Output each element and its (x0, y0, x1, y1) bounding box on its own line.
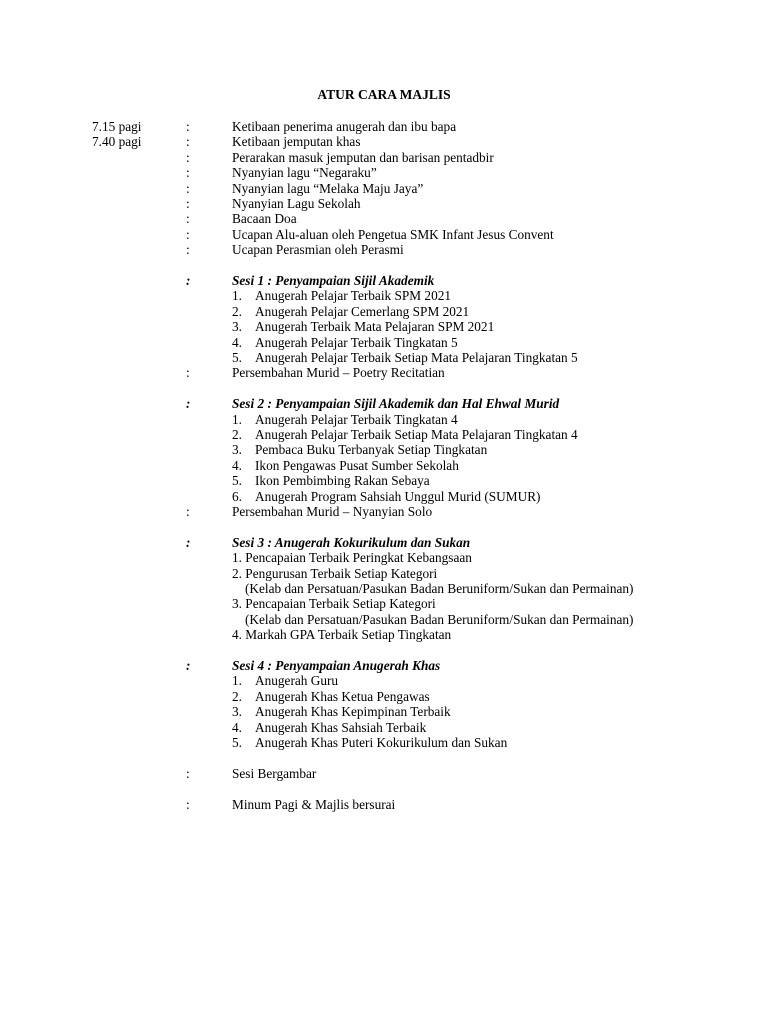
list-item (0, 489, 768, 504)
schedule-text: Perarakan masuk jemputan dan barisan pentadbir (232, 149, 494, 165)
item-number: 2. (232, 688, 242, 704)
schedule-row (0, 165, 768, 180)
session-heading (0, 273, 768, 288)
item-number: 5. (232, 350, 242, 365)
item-subtext: (Kelab dan Persatuan/Pasukan Badan Beruniform/Sukan dan Permainan) (245, 611, 634, 627)
item-text: Ikon Pengawas Pusat Sumber Sekolah (255, 457, 459, 473)
list-item-subtext (0, 612, 768, 627)
schedule-row (0, 797, 768, 812)
item-number: 3. (232, 442, 242, 458)
list-item (0, 550, 768, 565)
item-number: 2. (232, 303, 242, 319)
schedule-row (0, 150, 768, 165)
list-item (0, 627, 768, 642)
session-heading (0, 658, 768, 673)
separator-colon: : (186, 196, 190, 211)
list-item (0, 442, 768, 457)
item-number: 1. (232, 673, 242, 689)
item-text: Anugerah Pelajar Terbaik Tingkatan 4 (255, 411, 458, 427)
session-title: Sesi 2 : Penyampaian Sijil Akademik dan Hal Ehwal Murid (232, 396, 560, 412)
list-item (0, 458, 768, 473)
list-item (0, 427, 768, 442)
item-number: 1. (232, 288, 242, 304)
list-item (0, 673, 768, 688)
list-item (0, 350, 768, 365)
schedule-row (0, 504, 768, 519)
schedule-text: Ucapan Perasmian oleh Perasmi (232, 242, 404, 258)
schedule-text: Persembahan Murid – Nyanyian Solo (232, 504, 433, 519)
item-text: Ikon Pembimbing Rakan Sebaya (255, 473, 430, 489)
item-text: Anugerah Pelajar Terbaik Setiap Mata Pelajaran Tingkatan 5 (255, 350, 578, 365)
item-text: Anugerah Khas Kepimpinan Terbaik (255, 704, 451, 720)
schedule-row (0, 119, 768, 134)
separator-colon: : (186, 180, 190, 196)
schedule-row (0, 196, 768, 211)
separator-colon: : (186, 365, 190, 381)
schedule-text: Nyanyian lagu “Negaraku” (232, 165, 377, 181)
schedule-time: 7.40 pagi (92, 134, 142, 150)
schedule-text: Nyanyian Lagu Sekolah (232, 196, 361, 211)
item-number: 4. (232, 457, 242, 473)
item-number: 2. (232, 427, 242, 442)
separator-colon: : (186, 658, 191, 673)
session-title: Sesi 3 : Anugerah Kokurikulum dan Sukan (232, 534, 471, 550)
schedule-text: Minum Pagi & Majlis bersurai (232, 796, 396, 812)
list-item (0, 335, 768, 350)
list-item (0, 319, 768, 334)
session-heading (0, 535, 768, 550)
item-text: 4. Markah GPA Terbaik Setiap Tingkatan (232, 627, 452, 643)
item-text: Anugerah Terbaik Mata Pelajaran SPM 2021 (255, 319, 495, 335)
item-text: 1. Pencapaian Terbaik Peringkat Kebangsaan (232, 550, 472, 566)
item-text: Anugerah Khas Ketua Pengawas (255, 688, 430, 704)
schedule-text: Persembahan Murid – Poetry Recitatian (232, 365, 445, 381)
separator-colon: : (186, 134, 190, 150)
schedule-text: Ketibaan penerima anugerah dan ibu bapa (232, 119, 457, 134)
item-number: 3. (232, 704, 242, 720)
separator-colon: : (186, 149, 190, 165)
schedule-row (0, 181, 768, 196)
schedule-row (0, 134, 768, 149)
item-number: 4. (232, 719, 242, 735)
schedule-row (0, 766, 768, 781)
separator-colon: : (186, 273, 191, 288)
item-number: 6. (232, 488, 242, 504)
session-title: Sesi 4 : Penyampaian Anugerah Khas (232, 658, 441, 673)
separator-colon: : (186, 765, 190, 781)
list-item (0, 735, 768, 750)
item-text: 2. Pengurusan Terbaik Setiap Kategori (232, 565, 438, 581)
item-text: Anugerah Khas Puteri Kokurikulum dan Sukan (255, 735, 508, 750)
item-text: Anugerah Khas Sahsiah Terbaik (255, 719, 427, 735)
list-item (0, 412, 768, 427)
item-number: 1. (232, 411, 242, 427)
separator-colon: : (186, 504, 190, 519)
item-text: Anugerah Pelajar Terbaik SPM 2021 (255, 288, 452, 304)
item-number: 3. (232, 319, 242, 335)
schedule-row (0, 365, 768, 380)
schedule-text: Ucapan Alu-aluan oleh Pengetua SMK Infant Jesus Convent (232, 226, 554, 242)
schedule-text: Sesi Bergambar (232, 765, 317, 781)
list-item (0, 566, 768, 581)
list-item (0, 473, 768, 488)
item-text: Anugerah Pelajar Terbaik Tingkatan 5 (255, 334, 458, 350)
item-text: Anugerah Program Sahsiah Unggul Murid (SUMUR) (255, 488, 541, 504)
schedule-text: Bacaan Doa (232, 211, 297, 227)
item-text: 3. Pencapaian Terbaik Setiap Kategori (232, 596, 436, 612)
separator-colon: : (186, 211, 190, 227)
separator-colon: : (186, 226, 190, 242)
item-number: 5. (232, 473, 242, 489)
separator-colon: : (186, 242, 190, 258)
schedule-time: 7.15 pagi (92, 119, 142, 134)
schedule-row (0, 211, 768, 226)
separator-colon: : (186, 165, 190, 181)
item-number: 4. (232, 334, 242, 350)
schedule-row (0, 227, 768, 242)
list-item (0, 704, 768, 719)
list-item (0, 596, 768, 611)
list-item-subtext (0, 581, 768, 596)
separator-colon: : (186, 119, 190, 134)
session-heading (0, 396, 768, 411)
separator-colon: : (186, 396, 191, 412)
schedule-text: Nyanyian lagu “Melaka Maju Jaya” (232, 180, 424, 196)
list-item (0, 288, 768, 303)
page-title: ATUR CARA MAJLIS (317, 87, 451, 102)
item-text: Anugerah Pelajar Cemerlang SPM 2021 (255, 303, 470, 319)
schedule-text: Ketibaan jemputan khas (232, 134, 361, 150)
item-text: Anugerah Pelajar Terbaik Setiap Mata Pelajaran Tingkatan 4 (255, 427, 578, 442)
item-text: Pembaca Buku Terbanyak Setiap Tingkatan (255, 442, 488, 458)
item-number: 5. (232, 735, 242, 750)
item-subtext: (Kelab dan Persatuan/Pasukan Badan Beruniform/Sukan dan Permainan) (245, 581, 634, 596)
separator-colon: : (186, 796, 190, 812)
list-item (0, 689, 768, 704)
schedule-row (0, 242, 768, 257)
list-item (0, 720, 768, 735)
list-item (0, 304, 768, 319)
separator-colon: : (186, 534, 191, 550)
session-title: Sesi 1 : Penyampaian Sijil Akademik (232, 273, 435, 288)
item-text: Anugerah Guru (255, 673, 339, 689)
